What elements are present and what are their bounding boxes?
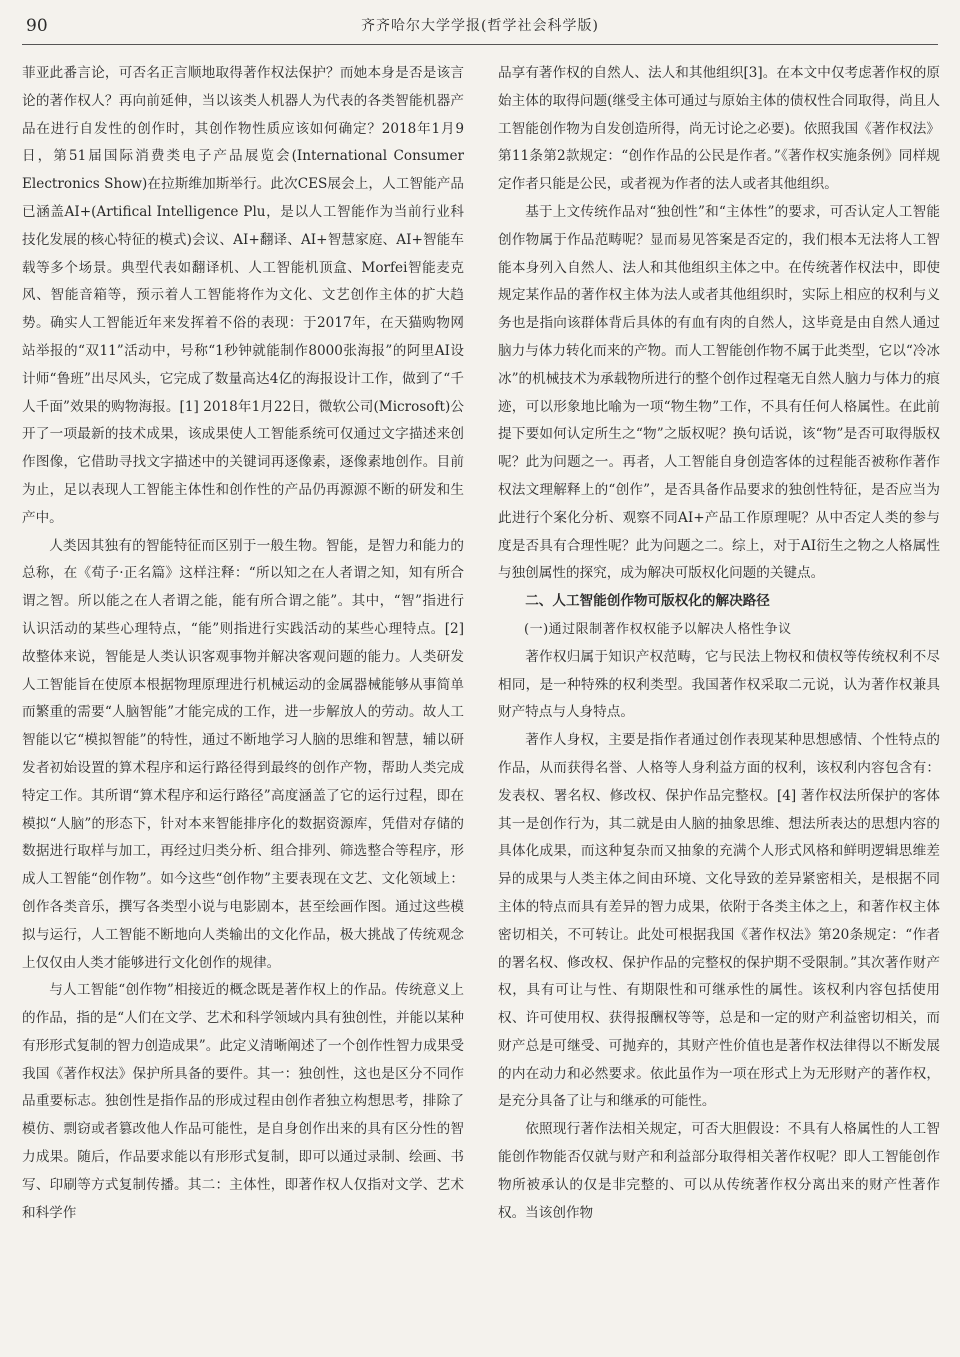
paragraph: 与人工智能“创作物”相接近的概念既是著作权上的作品。传统意义上的作品，指的是“人们在文学、艺术和科学领域内具有独创性，并能以某种有形形式复制的智力创造成果”。此定义清晰阐述了一个创作性智力成果受我国《著作权法》保护所具备的要件。其一：独创性，这也是区分不同作品重要标志。独创性是指作品的形成过程由创作者独立构想思考，排除了模仿、剽窃或者篡改他人作品可能性，是自身创作出来的具有区分性的智力成果。随后，作品要求能以有形形式复制，即可以通过录制、绘画、书写、印刷等方式复制传播。其二：主体性，即著作权人仅指对文学、艺术和科学作: [22, 982, 464, 1221]
running-header: [22, 12, 938, 45]
paragraph: 基于上文传统作品对“独创性”和“主体性”的要求，可否认定人工智能创作物属于作品范畴呢？显而易见答案是否定的，我们根本无法将人工智能本身列入自然人、法人和其他组织主体之中。在传统著作权法中，即使规定某作品的著作权主体为法人或者其他组织时，实际上相应的权利与义务也是指向该群体背后具体的有血有肉的自然人，这毕竟是由自然人通过脑力与体力转化而来的产物。而人工智能创作物不属于此类型，它以“冷冰冰”的机械技术为承载物所进行的整个创作过程毫无自然人脑力与体力的痕迹，可以形象地比喻为一项“物生物”工作，不具有任何人格属性。在此前提下要如何认定所生之“物”之版权呢？换句话说，该“物”是否可取得版权呢？此为问题之一。再者，人工智能自身创造客体的过程能否被称作著作权法文理解释上的“创作”，是否具备作品要求的独创性特征，是否应当为此进行个案化分析、观察不同AI+产品工作原理呢？从中否定人类的参与度是否具有合理性呢？此为问题之二。综上，对于AI衍生之物之人格属性与独创属性的探究，成为解决可版权化问题的关键点。: [498, 203, 940, 582]
paragraph: 著作权归属于知识产权范畴，它与民法上物权和债权等传统权利不尽相同，是一种特殊的权利类型。我国著作权采取二元说，认为著作权兼具财产特点与人身特点。: [498, 648, 940, 721]
page-number: 90: [26, 16, 48, 36]
left-column: [22, 60, 464, 1227]
paragraph: 品享有著作权的自然人、法人和其他组织[3]。在本文中仅考虑著作权的原始主体的取得问题(继受主体可通过与原始主体的债权性合同取得，尚且人工智能创作物为自发创造所得，尚无讨论之必要)。依照我国《著作权法》第11条第2款规定：“创作作品的公民是作者。”《著作权实施条例》同样规定作者只能是公民，或者视为作者的法人或者其他组织。: [498, 65, 940, 193]
section-heading: 二、人工智能创作物可版权化的解决路径: [525, 593, 770, 610]
paragraph: 菲亚此番言论，可否名正言顺地取得著作权法保护？而她本身是否是该言论的著作权人？再向前延伸，当以该类人机器人为代表的各类智能机器产品在进行自发性的创作时，其创作物性质应该如何确定？2018年1月9日，第51届国际消费类电子产品展览会(International Consumer Electronics Show)在拉斯维加斯举行。此次CES展会上，人工智能产品已涵盖AI+(Artifical Intelligence Plu，是以人工智能作为当前行业科技化发展的核心特征的模式)会议、AI+翻译、AI+智慧家庭、AI+智能车载等多个场景。典型代表如翻译机、人工智能机顶盒、Morfei智能麦克风、智能音箱等，预示着人工智能将作为文化、文艺创作主体的扩大趋势。确实人工智能近年来发挥着不俗的表现：于2017年，在天猫购物网站举报的“双11”活动中，号称“1秒钟就能制作8000张海报”的阿里AI设计师“鲁班”出尽风头，它完成了数量高达4亿的海报设计工作，做到了“千人千面”效果的购物海报。[1] 2018年1月22日，微软公司(Microsoft)公开了一项最新的技术成果，该成果使人工智能系统可仅通过文字描述来创作图像，它借助寻找文字描述中的关键词再逐像素，逐像素地创作。目前为止，足以表现人工智能主体性和创作性的产品仍再源源不断的研发和生产中。: [22, 65, 464, 526]
paragraph: 著作人身权，主要是指作者通过创作表现某种思想感情、个性特点的作品，从而获得名誉、人格等人身利益方面的权利，该权利内容包含有：发表权、署名权、修改权、保护作品完整权。[4] 著作权法所保护的客体其一是创作行为，其二就是由人脑的抽象思维、想法所表达的思想内容的具体化成果，而这种复杂而又抽象的充满个人形式风格和鲜明逻辑思维差异的成果与人类主体之间由环境、文化导致的差异紧密相关，是根据不同主体的特点而具有差异的智力成果，依附于各类主体之上，和著作权主体密切相关，不可转让。此处可根据我国《著作权法》第20条规定：“作者的署名权、修改权、保护作品的完整权的保护期不受限制。”其次著作财产权，具有可让与性、有期限性和可继承性的属性。该权利内容包括使用权、许可使用权、获得报酬权等等，总是和一定的财产利益密切相关，而财产总是可继受、可抛弃的，其财产性价值也是著作权法律得以不断发展的内在动力和必然要求。依此虽作为一项在形式上为无形财产的著作权，是充分具备了让与和继承的可能性。: [498, 732, 940, 1110]
subsection-heading: (一)通过限制著作权权能予以解决人格性争议: [524, 621, 792, 637]
right-column: [498, 60, 940, 1227]
paragraph: 依照现行著作法相关规定，可否大胆假设：不具有人格属性的人工智能创作物能否仅就与财产和利益部分取得相关著作权呢？即人工智能创作物所被承认的仅是非完整的、可以从传统著作权分离出来的财产性著作权。当该创作物: [498, 1121, 940, 1221]
paragraph: 人类因其独有的智能特征而区别于一般生物。智能，是智力和能力的总称，在《荀子·正名篇》这样注释：“所以知之在人者谓之知，知有所合谓之智。所以能之在人者谓之能，能有所合谓之能”。其中，“智”指进行认识活动的某些心理特点，“能”则指进行实践活动的某些心理特点。[2] 故整体来说，智能是人类认识客观事物并解决客观问题的能力。人类研发人工智能旨在使原本根据物理原理进行机械运动的金属器械能够从事简单而繁重的需要“人脑智能”才能完成的工作，进一步解放人的劳动。故人工智能以它“模拟智能”的特性，通过不断地学习人脑的思维和智慧，辅以研发者初始设置的算术程序和运行路径得到最终的创作产物，帮助人类完成特定工作。其所谓“算术程序和运行路径”高度涵盖了它的运行过程，即在模拟“人脑”的形态下，针对本来智能排序化的数据资源库，凭借对存储的数据进行取样与加工，再经过归类分析、组合排列、筛选整合等程序，形成人工智能“创作物”。如今这些“创作物”主要表现在文艺、文化领域上：创作各类音乐，撰写各类型小说与电影剧本，甚至绘画作图。通过这些模拟与运行，人工智能不断地向人类输出的文化作品，极大挑战了传统观念上仅仅由人类才能够进行文化创作的规律。: [22, 537, 464, 971]
journal-title: 齐齐哈尔大学学报(哲学社会科学版): [361, 18, 599, 34]
